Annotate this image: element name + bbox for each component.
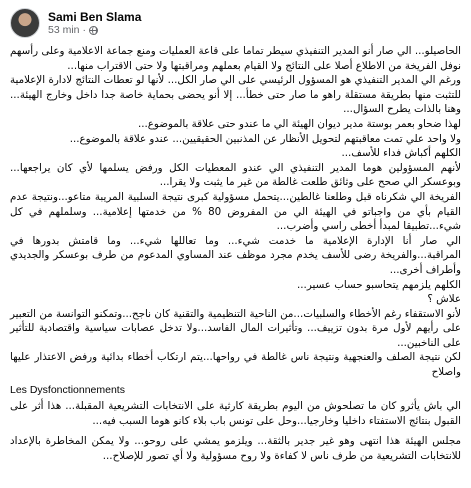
author-avatar[interactable] bbox=[10, 8, 40, 38]
post-paragraph: الكلهم يلزمهم يتحاسبو حساب عسير... bbox=[297, 278, 461, 291]
author-block bbox=[48, 10, 141, 37]
author-name[interactable]: Sami Ben Slama bbox=[48, 9, 142, 24]
post-paragraph: الحاصيلو... الي صار أنو المدير التنفيذي سيطر تماما على قاعة العمليات ومنع جماعة الاعلامية وعلى رأسهم نوفل الفريخة من الاطلاع أصلا على النتائج ولا القيام بعملهم ومراقبتها ولا حتى الاقتراب منها... bbox=[10, 45, 461, 72]
post-paragraph: علاش ؟ bbox=[427, 293, 461, 306]
post-time[interactable]: 53 min bbox=[48, 23, 80, 36]
globe-icon[interactable] bbox=[89, 26, 98, 35]
post-paragraph: ورغم الي المدير التنفيذي هو المسؤول الرئيسي على الي صار الكل... لأنها لو تعطات النتائج لادارة الإعلامية للتثبت منها بطريقة مستقلة راهو ما صار حتى خطأ... إلا أنو يحضى بحماية خاصة جدا داخل وخارج الهيئة... وهنا بالذات يطرح السؤال... bbox=[10, 74, 461, 116]
post-paragraph: الفريخة الي شكرناه قبل وطلعنا غالطين...يتحمل مسؤولية كبرى نتيجة السلبية المريبة متاعو...ونتيجة عدم القيام بأي من واجباتو في الهيئة الي من المفروض 80 % من خدمتها إعلامية... وسلملهم في كل شيء...تطبيقا لمبدأ أخطى راسي وأضرب... bbox=[10, 190, 461, 233]
section-heading: Les Dysfonctionnements bbox=[10, 383, 125, 396]
post-paragraph: لهذا ضحاو بعمر بوستة مدير ديوان الهيئة الي ما عندو حتى علاقة بالموضوع... bbox=[137, 117, 461, 130]
post-paragraph: الكلهم أكباش فداء للأسف... bbox=[341, 147, 461, 160]
post-paragraph: ولا واحد علي تمت معاقبتهم لتحويل الأنظار عن المذنبين الحقيقيين... عندو علاقة بالموضوع... bbox=[69, 132, 461, 145]
post-header bbox=[10, 6, 461, 40]
post-paragraph: لأنو الاستقفاء رغم الأخطاء والسلبيات...من الناحية التنظيمية والتقنية كان ناجح...وتمكنو التوانسة من التعبير على رأيهم لأول مرة بدون تزييف... وتأثيرات المال الفاسد...ولا تدخل عصابات سياسية واقتصادية للتأثير على الناخبين... bbox=[10, 307, 461, 349]
post-paragraph: الي باش يأثرو كان ما تصلحوش من اليوم بطريقة كارثية على الانتخابات التشريعية المقبلة... هذا أثر على القبول بنتائج الاستفتاء داخليا وخارجيا...وحل على تونس باب بلاء كانو هوما السبب فيه... bbox=[10, 400, 461, 427]
meta-separator: · bbox=[82, 23, 87, 36]
post-body bbox=[10, 44, 461, 464]
post-paragraph: لكن نتيجة الصلف والعنجهية ونتيجة ناس غالطة في رواحها...يتم ارتكاب أخطاء بدائية ورفض الاعتذار عليها واصلاح bbox=[10, 351, 461, 379]
post-paragraph: الي صار أنا الإدارة الإعلامية ما خدمت شيء... وما تعاللها شيء... وما قامتش بدورها في المراقبة...والفريخة رضى للأسف يخدم مجرد موظف عند المساوي المدعوم من طرف بوعسكر والجديدي وأطراف أخرى... bbox=[10, 234, 461, 276]
post-meta bbox=[48, 24, 141, 37]
post-paragraph: مجلس الهيئة هذا انتهى وهو غير جدير بالثقة... ويلزمو يمشي على روحو... ولا يمكن المخاطرة بالإعداد للانتخابات التشريعية من طرف ناس لا كفاءة ولا روح مسؤولية ولا أي تصور للإصلاح... bbox=[10, 435, 461, 463]
post-paragraph: لأنهم المسؤولين هوما المدير التنفيذي الي عندو المعطيات الكل ورفض يسلمها لأي كان يراجعها... وبوعسكر الي صحح على وثائق طلعت غالطة من غير ما يثبت ولا يقرا... bbox=[10, 161, 461, 189]
